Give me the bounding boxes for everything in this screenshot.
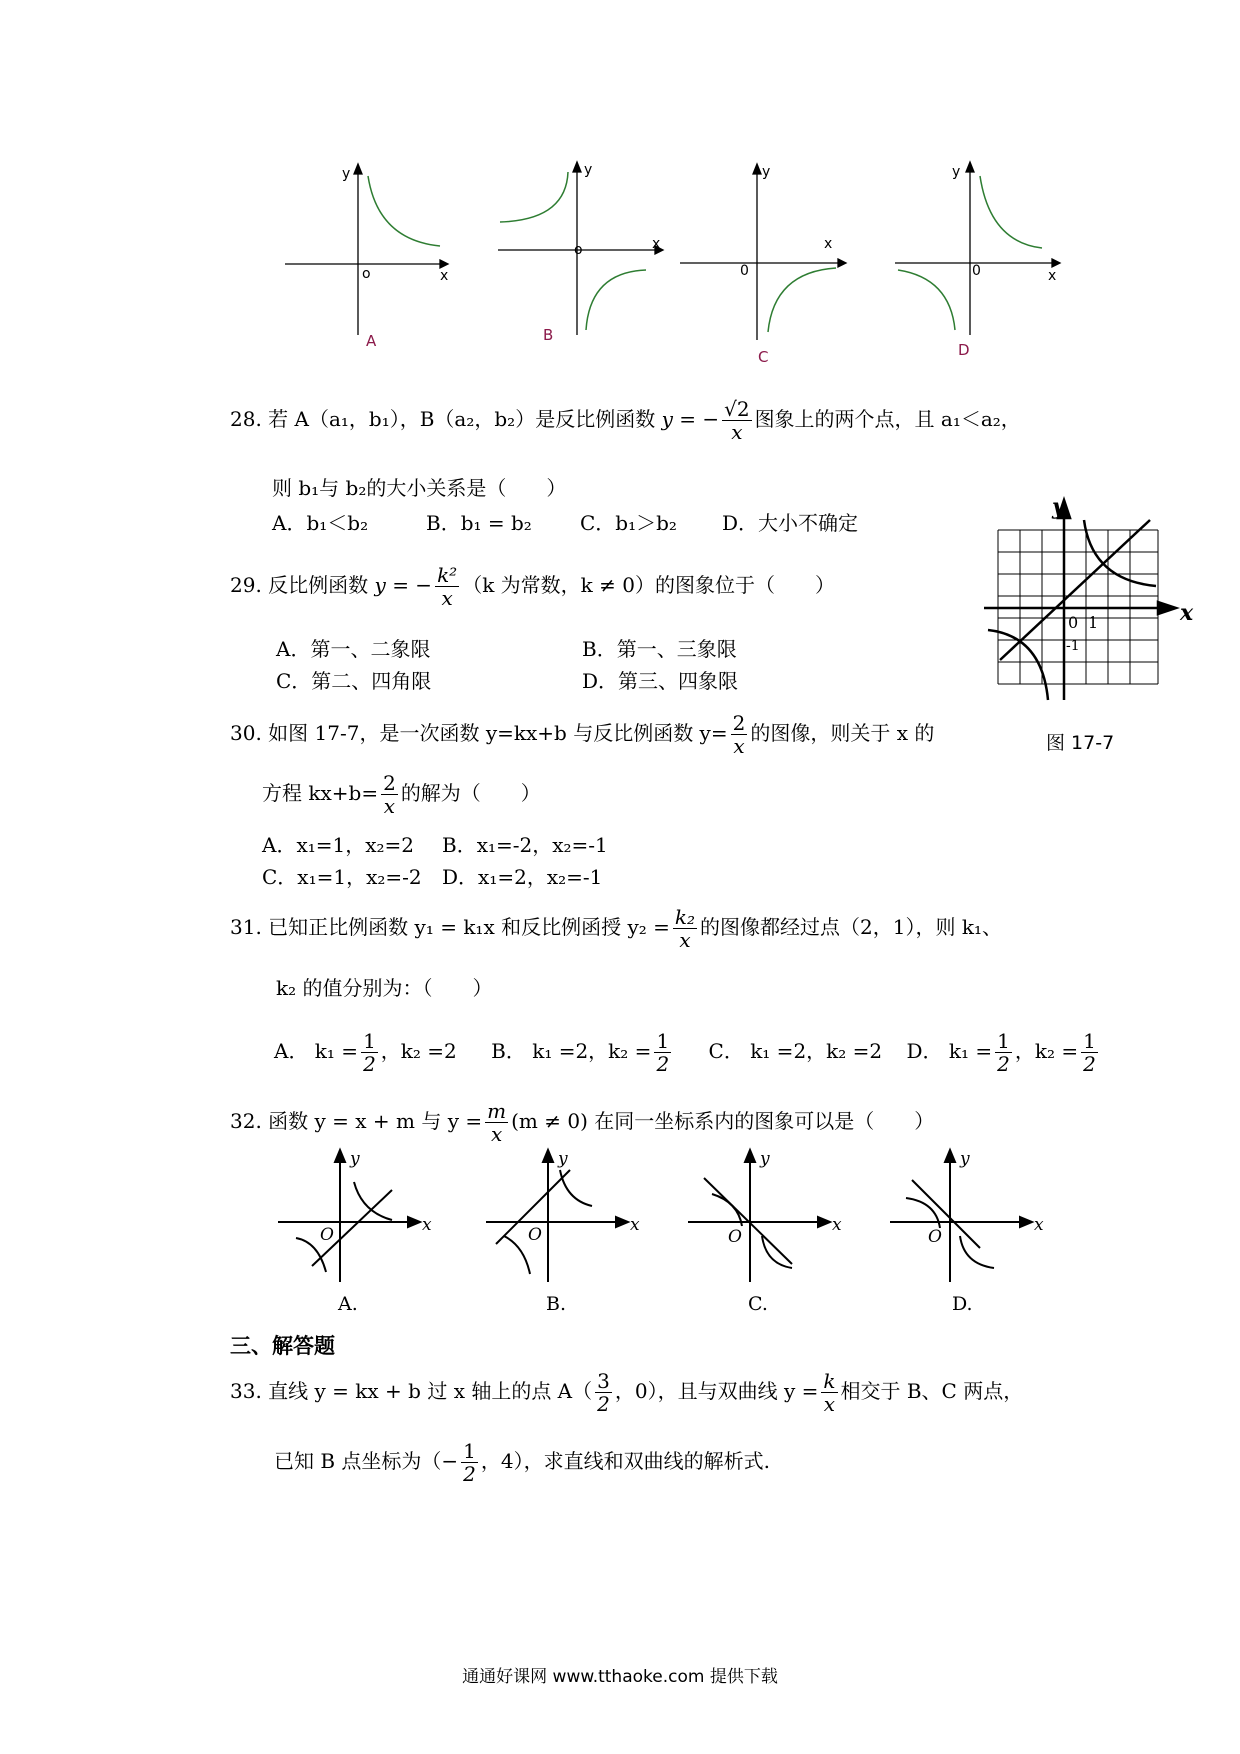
question-31-option-a: A． k₁ = $\frac{1}{2}$ ，k₂ =2 xyxy=(274,1029,457,1076)
question-30-suffix: 的图像，则关于 x 的 xyxy=(750,721,935,745)
question-28-option-b: B．b₁ = b₂ xyxy=(426,511,532,535)
graph-c-origin: 0 xyxy=(740,263,749,279)
question-30-line2 xyxy=(262,772,541,817)
question-29-suffix: （k 为常数，k ≠ 0）的图象位于（ ） xyxy=(462,573,835,597)
figure-x-label: x xyxy=(1180,600,1194,626)
question-33-fraction-b: $\frac{k}{x}$ xyxy=(823,1369,836,1416)
question-31-number: 31. xyxy=(230,915,262,939)
q32-d-x: x xyxy=(1034,1215,1044,1235)
question-33-line1 xyxy=(230,1370,1023,1415)
question-29-fraction: $\frac{\text{k²}}{x}$ xyxy=(437,563,458,610)
page-footer: 通通好课网 www.tthaoke.com 提供下载 xyxy=(462,1667,778,1687)
graph-a-x-label: x xyxy=(440,268,449,284)
q32-b-o: O xyxy=(528,1225,542,1245)
q32-b-y: y xyxy=(558,1149,568,1169)
question-28-option-a: A．b₁＜b₂ xyxy=(272,511,369,535)
question-28-func: y = − xyxy=(661,407,720,431)
figure-17-7 xyxy=(980,490,1200,710)
graph-b-x-label: x xyxy=(652,236,661,252)
question-29-func: y = − xyxy=(374,573,433,597)
question-31-options xyxy=(274,1030,1101,1075)
question-32-suffix: (m ≠ 0) 在同一坐标系内的图象可以是（ ） xyxy=(511,1109,935,1133)
question-32-line1 xyxy=(230,1100,934,1145)
question-30-line2-suffix: 的解为（ ） xyxy=(400,781,541,805)
graph-d-x-label: x xyxy=(1048,268,1057,284)
question-31-fraction: $\frac{\text{k₂}}{x}$ xyxy=(674,905,696,952)
figure-y-label: y xyxy=(1052,494,1065,520)
section-3-heading: 三、解答题 xyxy=(230,1334,335,1358)
question-33-mid: ，0），且与双曲线 y = xyxy=(614,1379,819,1403)
graph-d-origin: 0 xyxy=(972,263,981,279)
question-30-option-a: A．x₁=1，x₂=2 xyxy=(262,833,415,857)
q32-label-c: C. xyxy=(748,1293,768,1315)
q32-d-y: y xyxy=(960,1149,970,1169)
q32-a-o: O xyxy=(320,1225,334,1245)
graph-b-origin: o xyxy=(574,242,583,258)
top-graphs xyxy=(0,150,1240,380)
question-33-prefix: 直线 y = kx + b 过 x 轴上的点 A（ xyxy=(268,1379,593,1403)
question-30-line1 xyxy=(230,712,934,757)
graph-c-label: C xyxy=(758,348,769,366)
question-33-suffix: 相交于 B、C 两点， xyxy=(840,1379,1024,1403)
question-29-number: 29. xyxy=(230,573,262,597)
question-28-suffix: 图象上的两个点，且 a₁＜a₂， xyxy=(754,407,1021,431)
question-28-prefix: 若 A（a₁，b₁），B（a₂，b₂）是反比例函数 xyxy=(268,407,656,431)
question-29-option-c: C．第二、四角限 xyxy=(276,669,432,693)
question-31-line2: k₂ 的值分别为：（ ） xyxy=(276,976,493,1000)
q32-label-a: A. xyxy=(338,1293,358,1315)
figure-17-7-caption: 图 17-7 xyxy=(1046,732,1115,754)
question-32-prefix: 函数 y = x + m 与 y = xyxy=(268,1109,483,1133)
question-33-fraction-a: $\frac{3}{2}$ xyxy=(597,1369,610,1416)
graph-c-x-label: x xyxy=(824,236,833,252)
question-30-line2-prefix: 方程 kx+b= xyxy=(262,781,379,805)
question-33-line2-prefix: 已知 B 点坐标为（− xyxy=(274,1449,459,1473)
question-30-fraction: $\frac{2}{x}$ xyxy=(732,711,746,758)
question-28-number: 28. xyxy=(230,407,262,431)
question-30-option-b: B．x₁=-2，x₂=-1 xyxy=(442,833,608,857)
question-28-fraction: $\frac{√2}{x}$ xyxy=(724,397,750,444)
question-30-option-c: C．x₁=1，x₂=-2 xyxy=(262,865,422,889)
question-30-option-d: D．x₁=2，x₂=-1 xyxy=(442,865,603,889)
question-28-line2: 则 b₁与 b₂的大小关系是（ ） xyxy=(272,476,567,500)
question-32-number: 32. xyxy=(230,1109,262,1133)
question-30-prefix: 如图 17-7，是一次函数 y=kx+b 与反比例函数 y= xyxy=(268,721,728,745)
question-33-line2-fraction: $\frac{1}{2}$ xyxy=(463,1439,476,1486)
question-32-fraction: $\frac{m}{x}$ xyxy=(487,1099,507,1146)
graph-a-origin: o xyxy=(362,266,371,282)
graph-c-y-label: y xyxy=(762,164,771,180)
figure-origin-label: 0 xyxy=(1068,613,1079,632)
question-31-suffix: 的图像都经过点（2，1），则 k₁、 xyxy=(700,915,1002,939)
question-29-option-a: A．第一、二象限 xyxy=(276,637,431,661)
q32-a-y: y xyxy=(350,1149,360,1169)
question-31-line1 xyxy=(230,906,1002,951)
q32-graphs xyxy=(0,1140,1240,1320)
graph-b-label: B xyxy=(543,326,554,344)
graph-a-label: A xyxy=(366,332,377,350)
question-30-number: 30. xyxy=(230,721,262,745)
graph-d-label: D xyxy=(958,341,970,359)
q32-c-o: O xyxy=(728,1227,742,1247)
question-31-option-c: C． k₁ =2，k₂ =2 xyxy=(708,1039,883,1063)
question-31-prefix: 已知正比例函数 y₁ = k₁x 和反比例函授 y₂ = xyxy=(268,915,670,939)
question-33-line2 xyxy=(274,1440,770,1485)
graph-a-y-label: y xyxy=(342,166,351,182)
q32-b-x: x xyxy=(630,1215,640,1235)
question-31-option-b: B． k₁ =2，k₂ = $\frac{1}{2}$ xyxy=(491,1029,670,1076)
question-29-option-d: D．第三、四象限 xyxy=(582,669,739,693)
question-28-line1 xyxy=(230,398,1021,443)
question-31-option-d: D． k₁ = $\frac{1}{2}$ ，k₂ = $\frac{1}{2}$ xyxy=(906,1029,1096,1076)
q32-d-o: O xyxy=(928,1227,942,1247)
question-29-prefix: 反比例函数 xyxy=(268,573,369,597)
question-33-number: 33. xyxy=(230,1379,262,1403)
question-29-line1 xyxy=(230,564,835,609)
figure-neg-label: -1 xyxy=(1066,638,1080,654)
q32-label-b: B. xyxy=(546,1293,567,1315)
graph-d-y-label: y xyxy=(952,164,961,180)
q32-c-x: x xyxy=(832,1215,842,1235)
question-30-line2-fraction: $\frac{2}{x}$ xyxy=(383,771,396,818)
graph-b-y-label: y xyxy=(584,162,593,178)
question-28-option-c: C．b₁＞b₂ xyxy=(580,511,677,535)
q32-a-x: x xyxy=(422,1215,432,1235)
question-28-option-d: D．大小不确定 xyxy=(722,511,859,535)
figure-one-label: 1 xyxy=(1088,613,1099,632)
q32-label-d: D. xyxy=(952,1293,973,1315)
question-29-option-b: B．第一、三象限 xyxy=(582,637,737,661)
q32-c-y: y xyxy=(760,1149,770,1169)
question-33-line2-suffix: ，4），求直线和双曲线的解析式. xyxy=(480,1449,770,1473)
